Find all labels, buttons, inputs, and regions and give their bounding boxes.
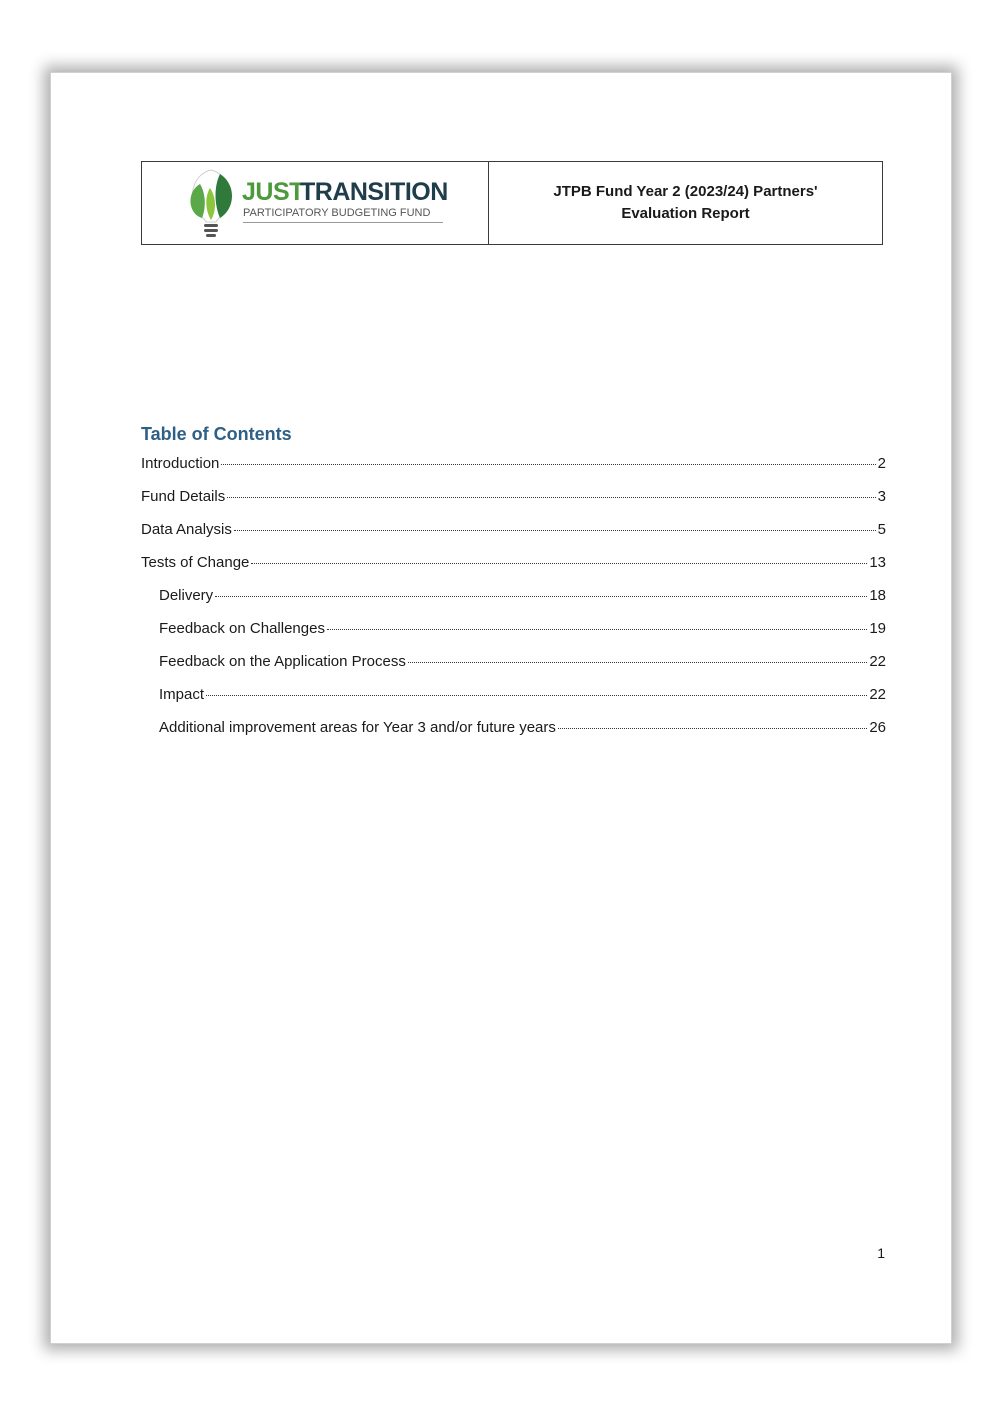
toc-entry[interactable] bbox=[141, 521, 886, 554]
toc-dot-leader bbox=[215, 596, 867, 597]
toc-entry[interactable] bbox=[141, 488, 886, 521]
toc-entry-page-number: 13 bbox=[869, 554, 886, 571]
toc-entry-title: Fund Details bbox=[141, 488, 226, 505]
logo-text-just: JUST bbox=[242, 178, 304, 206]
toc-entry[interactable] bbox=[141, 620, 886, 653]
toc-entry[interactable] bbox=[141, 719, 886, 752]
toc-dot-leader bbox=[251, 563, 867, 564]
table-of-contents bbox=[141, 423, 886, 752]
toc-entry-list bbox=[141, 455, 886, 752]
toc-entry[interactable] bbox=[141, 653, 886, 686]
toc-entry-title: Additional improvement areas for Year 3 and/or future years bbox=[159, 719, 556, 736]
toc-entry[interactable] bbox=[141, 554, 886, 587]
toc-entry-page-number: 5 bbox=[877, 521, 886, 538]
toc-entry-title: Data Analysis bbox=[141, 521, 232, 538]
toc-dot-leader bbox=[206, 695, 867, 696]
toc-entry-title: Feedback on the Application Process bbox=[159, 653, 406, 670]
toc-entry-page-number: 18 bbox=[869, 587, 886, 604]
toc-entry-title: Delivery bbox=[159, 587, 214, 604]
document-page bbox=[50, 72, 952, 1344]
toc-dot-leader bbox=[221, 464, 875, 465]
toc-entry-page-number: 2 bbox=[877, 455, 886, 472]
page-number: 1 bbox=[877, 1245, 885, 1261]
toc-heading: Table of Contents bbox=[141, 424, 292, 444]
toc-entry-page-number: 26 bbox=[869, 719, 886, 736]
logo-text-transition: TRANSITION bbox=[300, 178, 448, 206]
toc-entry[interactable] bbox=[141, 455, 886, 488]
toc-dot-leader bbox=[234, 530, 876, 531]
toc-entry-title: Introduction bbox=[141, 455, 220, 472]
document-header bbox=[141, 161, 883, 245]
header-title-cell bbox=[489, 162, 882, 244]
toc-entry[interactable] bbox=[141, 587, 886, 620]
logo-underline bbox=[243, 222, 443, 223]
lightbulb-leaf-logo-icon bbox=[180, 164, 242, 244]
report-title: JTPB Fund Year 2 (2023/24) Partners' Evaluation Report bbox=[553, 183, 818, 222]
toc-entry-title: Impact bbox=[159, 686, 205, 703]
header-logo-cell bbox=[142, 162, 489, 244]
toc-dot-leader bbox=[327, 629, 867, 630]
toc-entry-page-number: 3 bbox=[877, 488, 886, 505]
toc-dot-leader bbox=[227, 497, 875, 498]
logo-subtitle: PARTICIPATORY BUDGETING FUND bbox=[243, 207, 431, 219]
toc-entry-title: Tests of Change bbox=[141, 554, 250, 571]
toc-entry-page-number: 22 bbox=[869, 686, 886, 703]
toc-entry-page-number: 22 bbox=[869, 653, 886, 670]
toc-entry[interactable] bbox=[141, 686, 886, 719]
toc-dot-leader bbox=[408, 662, 867, 663]
toc-dot-leader bbox=[558, 728, 867, 729]
toc-entry-page-number: 19 bbox=[869, 620, 886, 637]
toc-entry-title: Feedback on Challenges bbox=[159, 620, 325, 637]
